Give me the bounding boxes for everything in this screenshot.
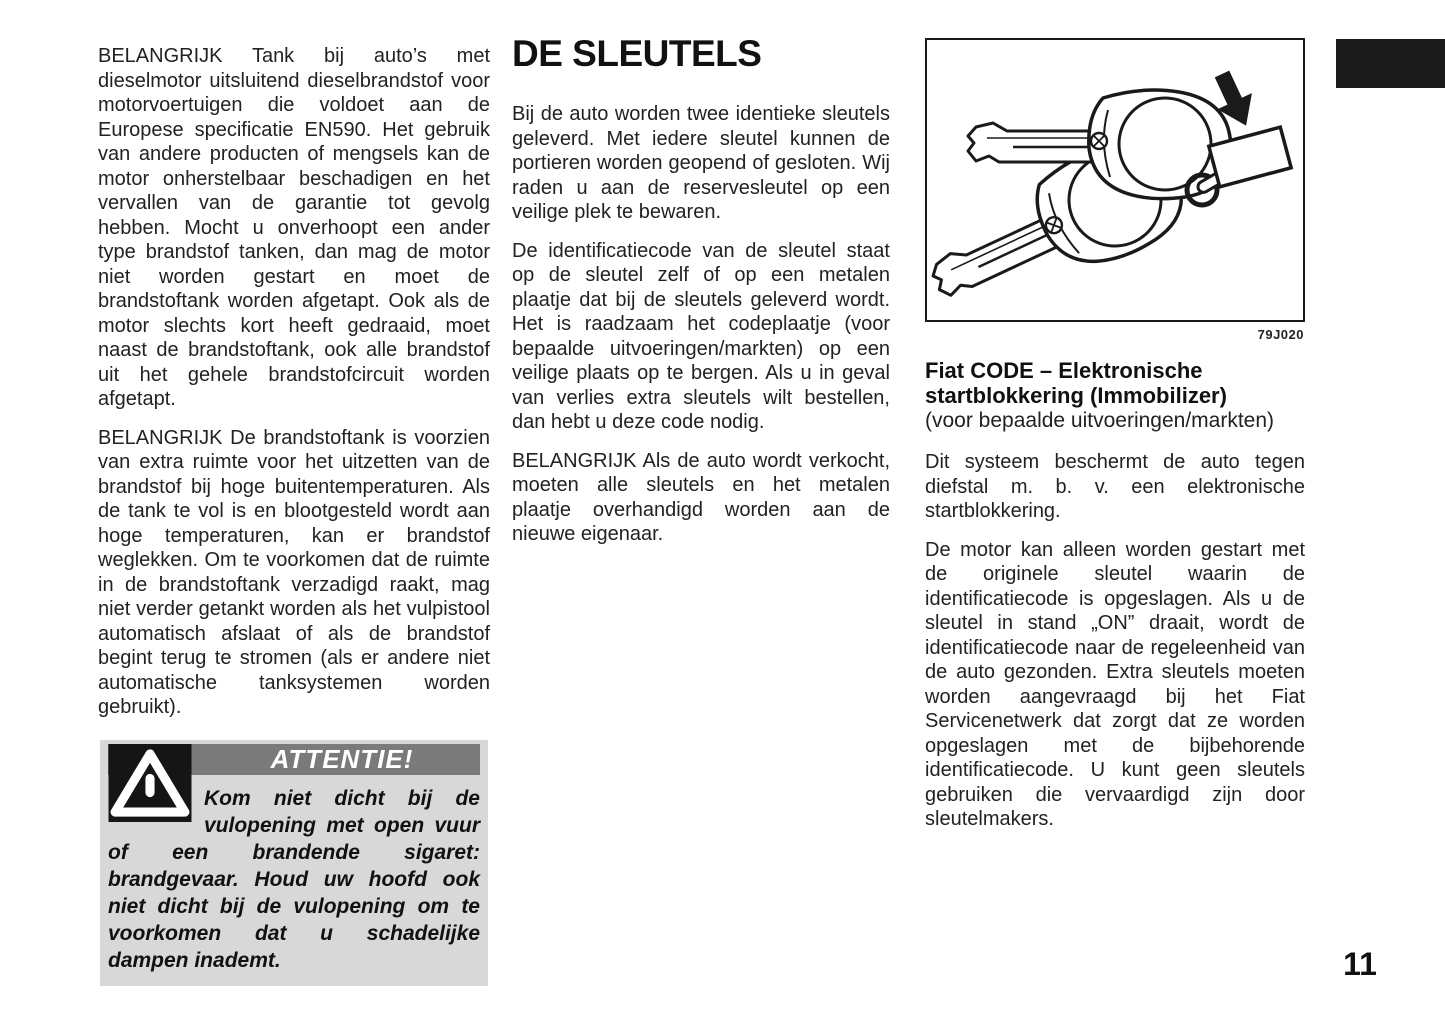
page-number: 11 (1343, 946, 1377, 982)
paragraph-two-keys: Bij de auto worden twee identieke sleutels geleverd. Met iedere sleutel kunnen de portieren worden geopend of gesloten. Wij raden u aan de reservesleutel op een veilige plek te bewaren. (512, 103, 890, 223)
keys-illustration (927, 40, 1303, 320)
paragraph-diesel-warning: BELANGRIJK Tank bij auto’s met dieselmotor uitsluitend dieselbrandstof voor motorvoertuigen die voldoet aan de Europese specificatie EN590. Het gebruik van andere producten of mengsels kan de motor onherstelbaar beschadigen en het vervallen van de garantie tot gevolg hebben. Mocht u onverhoopt een ander type brandstof tanken, dan mag de motor niet worden gestart en moet de brandstoftank worden afgetapt. Ook als de motor slechts kort heeft gedraaid, moet naast de brandstoftank, ook alle brandstof uit het gehele brandstofcircuit worden afgetapt. (98, 45, 490, 410)
fiat-code-heading-line2: startblokkering (Immobilizer) (925, 383, 1227, 408)
paragraph-identification-code: De identificatiecode van de sleutel staat op de sleutel zelf of op een metalen plaatje dat bij de sleutels geleverd wordt. Het is raadzaam het codeplaatje (voor bepaalde uitvoeringen/markten) op een veilige plaats op te bergen. Als u in geval van verlies extra sleutels wilt bestellen, dan hebt u deze code nodig. (512, 239, 890, 433)
section-title-keys: DE SLEUTELS (512, 33, 762, 74)
attention-warning-box (100, 740, 488, 986)
keys-figure (925, 38, 1305, 322)
figure-code: 79J020 (1257, 327, 1304, 342)
fiat-code-subheading: (voor bepaalde uitvoeringen/markten) (925, 409, 1275, 432)
attention-text: Kom niet dicht bij de vulopening met open vuur of een brandende sigaret: brandgevaar. Houd uw hoofd ook niet dicht bij de vulopening om te voorkomen dat u schadelijke dampen inademt. (108, 787, 480, 972)
right-column (925, 38, 1305, 846)
fiat-code-heading-line1: Fiat CODE – Elektronische (925, 358, 1203, 383)
warning-triangle-icon (108, 744, 192, 822)
paragraph-immobilizer-intro: Dit systeem beschermt de auto tegen diefstal m. b. v. een elektronische startblokkering. (925, 451, 1305, 522)
paragraph-sold-car: BELANGRIJK Als de auto wordt verkocht, moeten alle sleutels en het metalen plaatje overhandigd worden aan de nieuwe eigenaar. (512, 449, 890, 545)
chapter-tab (1336, 39, 1445, 88)
attention-title: ATTENTIE! (108, 744, 480, 775)
left-column (98, 44, 490, 734)
paragraph-tank-expansion: BELANGRIJK De brandstoftank is voorzien van extra ruimte voor het uitzetten van de brandstof bij hoge buitentemperaturen. Als de tank te vol is en blootgesteld wordt aan hoge temperaturen, kan er brandstof weglekken. Om te voorkomen dat de ruimte in de brandstoftank verzadigd raakt, mag niet verder getankt worden als het vulpistool automatisch afslaat of als de brandstof begint terug te stromen (als er andere niet automatische tanksystemen worden gebruikt). (98, 426, 490, 718)
middle-column (512, 33, 890, 561)
paragraph-immobilizer-detail: De motor kan alleen worden gestart met de originele sleutel waarin de identificatiecode is opgeslagen. Als u de sleutel in stand „ON” draait, wordt de identificatiecode naar de regeleenheid van de auto gezonden. Extra sleutels moeten worden aangevraagd bij het Fiat Servicenetwerk dat zorgt dat ze worden opgeslagen met de bijbehorende identificatiecode. U kunt geen sleutels gebruiken die vervaardigd zijn door sleutelmakers. (925, 538, 1305, 830)
fiat-code-heading (925, 358, 1305, 408)
